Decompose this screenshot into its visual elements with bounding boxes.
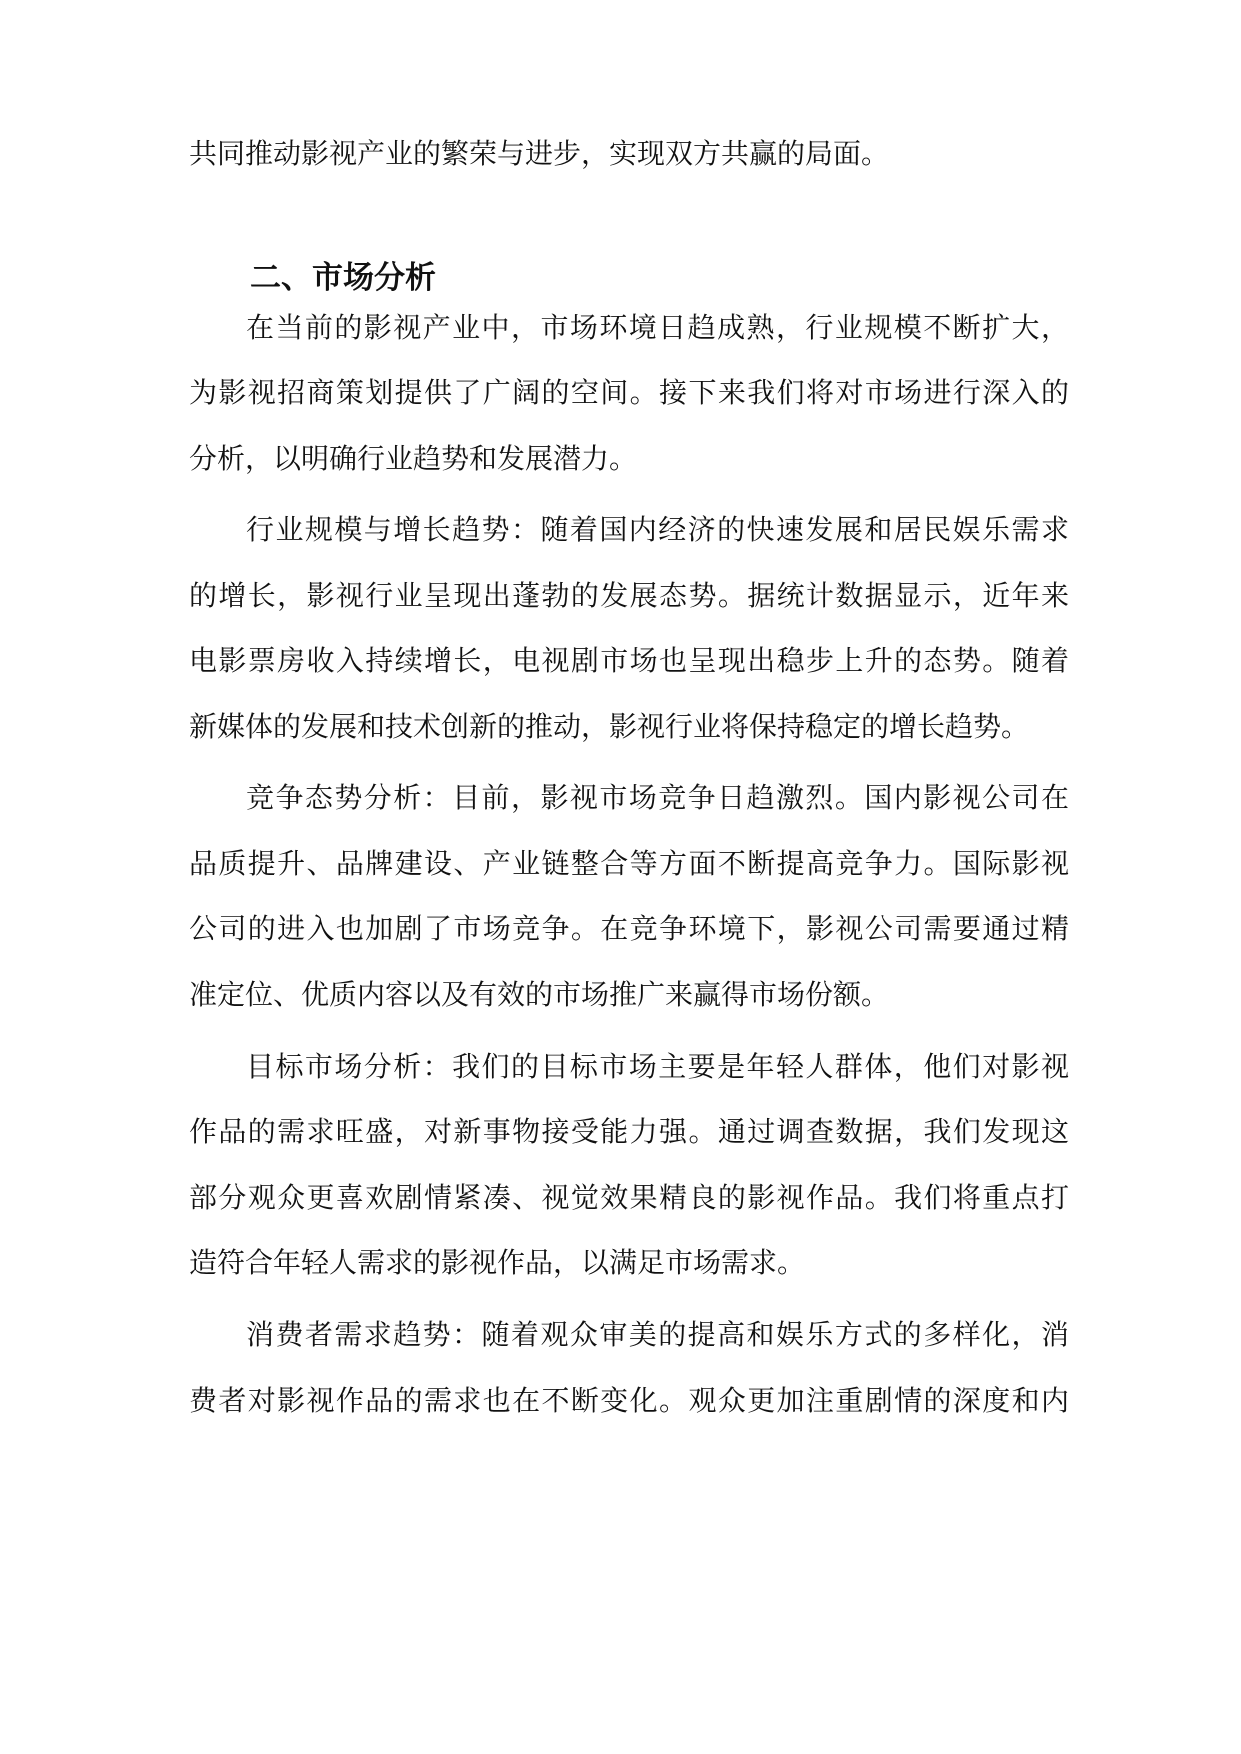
paragraph-line: 作品的需求旺盛，对新事物接受能力强。通过调查数据，我们发现这 [189,1115,1069,1148]
paragraph-line: 准定位、优质内容以及有效的市场推广来赢得市场份额。 [189,978,890,1011]
paragraph-line: 为影视招商策划提供了广阔的空间。接下来我们将对市场进行深入的 [189,376,1069,409]
paragraph-line: 电影票房收入持续增长，电视剧市场也呈现出稳步上升的态势。随着 [189,644,1069,677]
paragraph-line: 目标市场分析：我们的目标市场主要是年轻人群体，他们对影视 [246,1050,1069,1083]
paragraph-line: 分析，以明确行业趋势和发展潜力。 [189,442,638,475]
paragraph-line: 在当前的影视产业中，市场环境日趋成熟，行业规模不断扩大， [246,311,1069,344]
paragraph-line: 费者对影视作品的需求也在不断变化。观众更加注重剧情的深度和内 [189,1384,1069,1417]
paragraph-line: 品质提升、品牌建设、产业链整合等方面不断提高竞争力。国际影视 [189,847,1069,880]
paragraph-line: 造符合年轻人需求的影视作品，以满足市场需求。 [189,1246,806,1279]
section-heading: 二、市场分析 [250,260,436,296]
paragraph-line: 共同推动影视产业的繁荣与进步，实现双方共赢的局面。 [189,137,890,170]
paragraph-line: 部分观众更喜欢剧情紧凑、视觉效果精良的影视作品。我们将重点打 [189,1181,1069,1214]
paragraph-line: 竞争态势分析：目前，影视市场竞争日趋激烈。国内影视公司在 [246,781,1069,814]
paragraph-line: 行业规模与增长趋势：随着国内经济的快速发展和居民娱乐需求 [246,513,1069,546]
paragraph-line: 的增长，影视行业呈现出蓬勃的发展态势。据统计数据显示，近年来 [189,579,1069,612]
paragraph-line: 消费者需求趋势：随着观众审美的提高和娱乐方式的多样化，消 [246,1318,1069,1351]
paragraph-line: 新媒体的发展和技术创新的推动，影视行业将保持稳定的增长趋势。 [189,710,1030,743]
paragraph-line: 公司的进入也加剧了市场竞争。在竞争环境下，影视公司需要通过精 [189,912,1069,945]
